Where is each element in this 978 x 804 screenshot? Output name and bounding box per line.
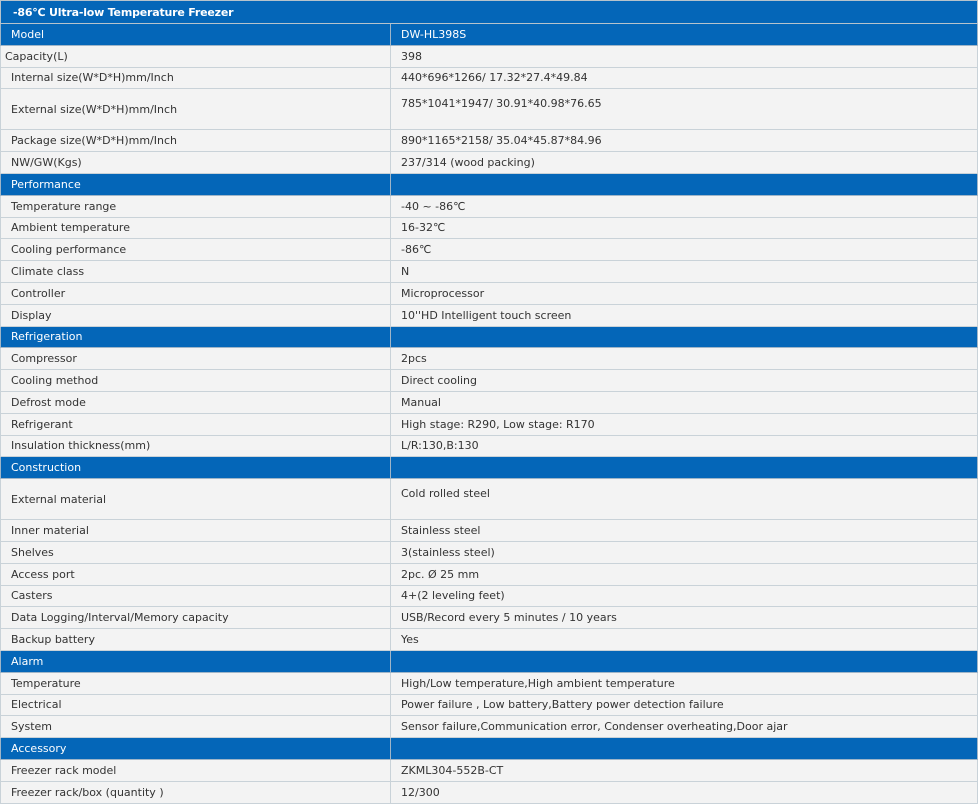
row-value: N [391,261,978,282]
row-label: Backup battery [0,629,391,650]
row-label: Compressor [0,348,391,369]
table-row [0,760,978,782]
row-label: NW/GW(Kgs) [0,152,391,173]
row-value: 3(stainless steel) [391,542,978,563]
table-row [0,673,978,695]
row-value: 440*696*1266/ 17.32*27.4*49.84 [391,68,978,89]
section-header-model [0,24,978,46]
table-row [0,305,978,327]
table-title: -86℃ Ultra-low Temperature Freezer [0,0,978,24]
row-value: 10''HD Intelligent touch screen [391,305,978,326]
table-row [0,414,978,436]
table-row [0,479,978,520]
table-row [0,283,978,305]
row-value: 237/314 (wood packing) [391,152,978,173]
section-header-value [391,738,978,759]
table-row [0,218,978,240]
row-label: Internal size(W*D*H)mm/Inch [0,68,391,89]
table-row [0,586,978,608]
table-row [0,542,978,564]
row-value: Cold rolled steel [391,479,978,519]
row-value: 2pcs [391,348,978,369]
row-label: Display [0,305,391,326]
row-label: Freezer rack/box (quantity ) [0,782,391,803]
row-value: 12/300 [391,782,978,803]
row-label: Cooling method [0,370,391,391]
table-row [0,46,978,68]
row-value: 2pc. Ø 25 mm [391,564,978,585]
row-value: Stainless steel [391,520,978,541]
row-value: -40 ~ -86℃ [391,196,978,217]
row-label: System [0,716,391,737]
table-row [0,348,978,370]
section-header-label: Performance [0,174,391,195]
section-header-label: Alarm [0,651,391,672]
section-header-construction [0,457,978,479]
row-label: Insulation thickness(mm) [0,436,391,457]
row-value: 16-32℃ [391,218,978,239]
section-header-value [391,174,978,195]
section-header-performance [0,174,978,196]
table-row [0,436,978,458]
table-row [0,68,978,90]
row-value: Microprocessor [391,283,978,304]
row-label: Cooling performance [0,239,391,260]
row-label: Data Logging/Interval/Memory capacity [0,607,391,628]
row-label: Temperature [0,673,391,694]
section-header-label: Construction [0,457,391,478]
table-row [0,716,978,738]
row-value: ZKML304-552B-CT [391,760,978,781]
row-label: Electrical [0,695,391,716]
row-label: External material [0,479,391,519]
section-header-accessory [0,738,978,760]
model-value: DW-HL398S [391,24,978,45]
section-header-alarm [0,651,978,673]
table-row [0,695,978,717]
row-value: High stage: R290, Low stage: R170 [391,414,978,435]
table-row [0,239,978,261]
row-value: L/R:130,B:130 [391,436,978,457]
row-label: Access port [0,564,391,585]
table-row [0,130,978,152]
section-header-label: Model [0,24,391,45]
row-label: Package size(W*D*H)mm/Inch [0,130,391,151]
row-label: Shelves [0,542,391,563]
table-row [0,261,978,283]
table-row [0,520,978,542]
row-label: Ambient temperature [0,218,391,239]
section-header-refrigeration [0,327,978,349]
row-label: Defrost mode [0,392,391,413]
table-row [0,89,978,130]
row-label: Controller [0,283,391,304]
row-label: Temperature range [0,196,391,217]
row-label: Freezer rack model [0,760,391,781]
row-value: USB/Record every 5 minutes / 10 years [391,607,978,628]
row-label: Climate class [0,261,391,282]
row-value: Direct cooling [391,370,978,391]
table-row [0,370,978,392]
row-value: Sensor failure,Communication error, Condenser overheating,Door ajar [391,716,978,737]
row-label: Inner material [0,520,391,541]
section-header-value [391,327,978,348]
table-row [0,196,978,218]
row-value: 785*1041*1947/ 30.91*40.98*76.65 [391,89,978,129]
section-header-label: Accessory [0,738,391,759]
section-header-value [391,651,978,672]
table-row [0,629,978,651]
row-label: Refrigerant [0,414,391,435]
row-value: Manual [391,392,978,413]
row-label: Casters [0,586,391,607]
row-value: High/Low temperature,High ambient temperature [391,673,978,694]
table-row [0,152,978,174]
row-value: -86℃ [391,239,978,260]
section-header-label: Refrigeration [0,327,391,348]
row-label: Capacity(L) [0,46,391,67]
row-label: External size(W*D*H)mm/Inch [0,89,391,129]
table-row [0,607,978,629]
table-row [0,564,978,586]
row-value: Power failure , Low battery,Battery power detection failure [391,695,978,716]
row-value: 4+(2 leveling feet) [391,586,978,607]
section-header-value [391,457,978,478]
row-value: 398 [391,46,978,67]
table-row [0,392,978,414]
row-value: 890*1165*2158/ 35.04*45.87*84.96 [391,130,978,151]
row-value: Yes [391,629,978,650]
